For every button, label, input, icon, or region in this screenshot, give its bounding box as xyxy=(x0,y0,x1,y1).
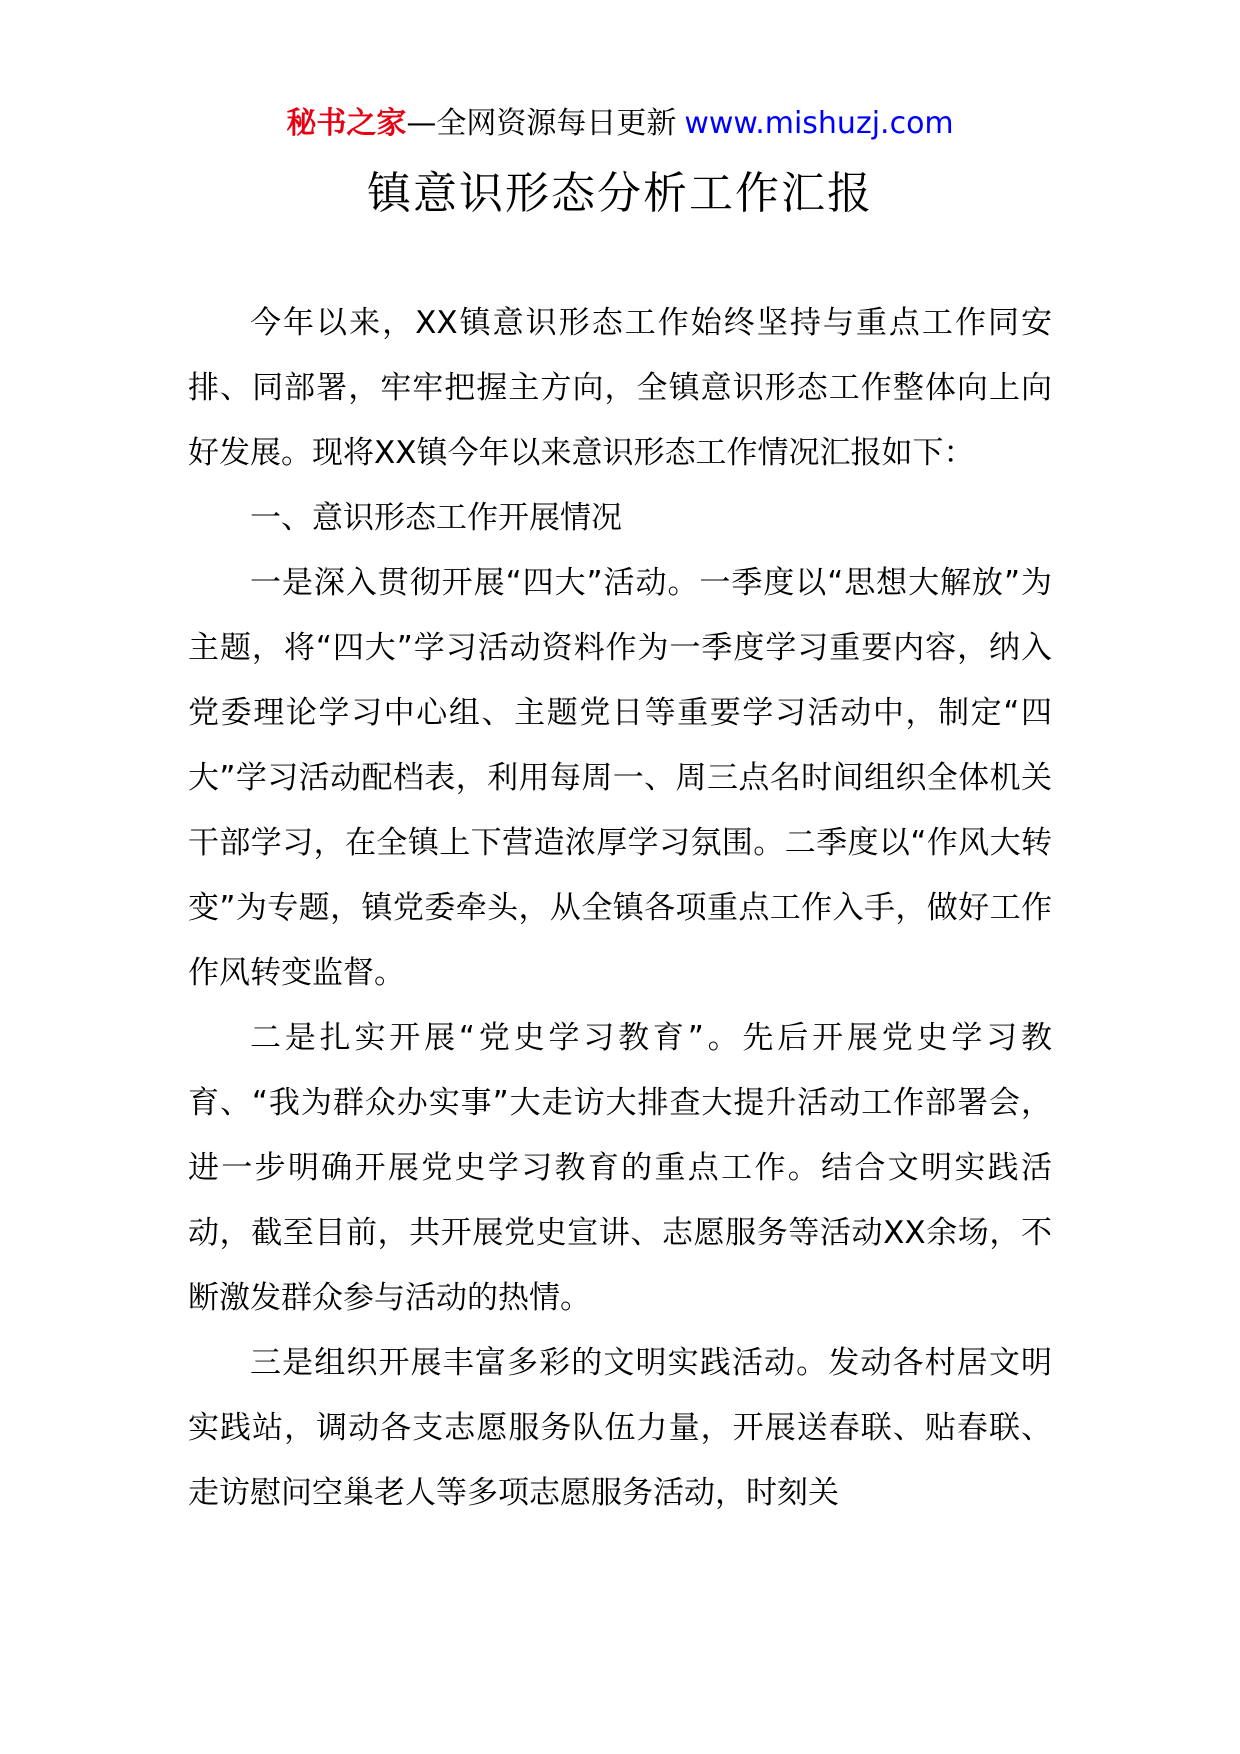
site-url-link[interactable]: www.mishuzj.com xyxy=(684,106,954,141)
section-heading: 一、意识形态工作开展情况 xyxy=(250,500,622,536)
body-paragraph: 一是深入贯彻开展“四大”活动。一季度以“思想大解放”为主题，将“四大”学习活动资料作为一季度学习重要内容，纳入党委理论学习中心组、主题党日等重要学习活动中，制定“四大”学习活动配档表，利用每周一、周三点名时间组织全体机关干部学习，在全镇上下营造浓厚学习氛围。二季度以“作风大转变”为专题，镇党委牵头，从全镇各项重点工作入手，做好工作作风转变监督。 xyxy=(188,565,1052,991)
document-title: 镇意识形态分析工作汇报 xyxy=(367,168,873,219)
body-paragraph: 三是组织开展丰富多彩的文明实践活动。发动各村居文明实践站，调动各支志愿服务队伍力量，开展送春联、贴春联、走访慰问空巢老人等多项志愿服务活动，时刻关 xyxy=(188,1345,1052,1511)
body-paragraph: 二是扎实开展“党史学习教育”。先后开展党史学习教育、“我为群众办实事”大走访大排查大提升活动工作部署会，进一步明确开展党史学习教育的重点工作。结合文明实践活动，截至目前，共开展党史宣讲、志愿服务等活动XX余场，不断激发群众参与活动的热情。 xyxy=(188,1020,1052,1316)
brand-name: 秘书之家 xyxy=(286,106,407,141)
site-header xyxy=(0,100,1240,148)
document-body xyxy=(188,291,1052,1526)
intro-paragraph: 今年以来，XX镇意识形态工作始终坚持与重点工作同安排、同部署，牢牢把握主方向，全镇意识形态工作整体向上向好发展。现将XX镇今年以来意识形态工作情况汇报如下： xyxy=(188,305,1052,471)
header-slogan: —全网资源每日更新 xyxy=(406,106,677,141)
